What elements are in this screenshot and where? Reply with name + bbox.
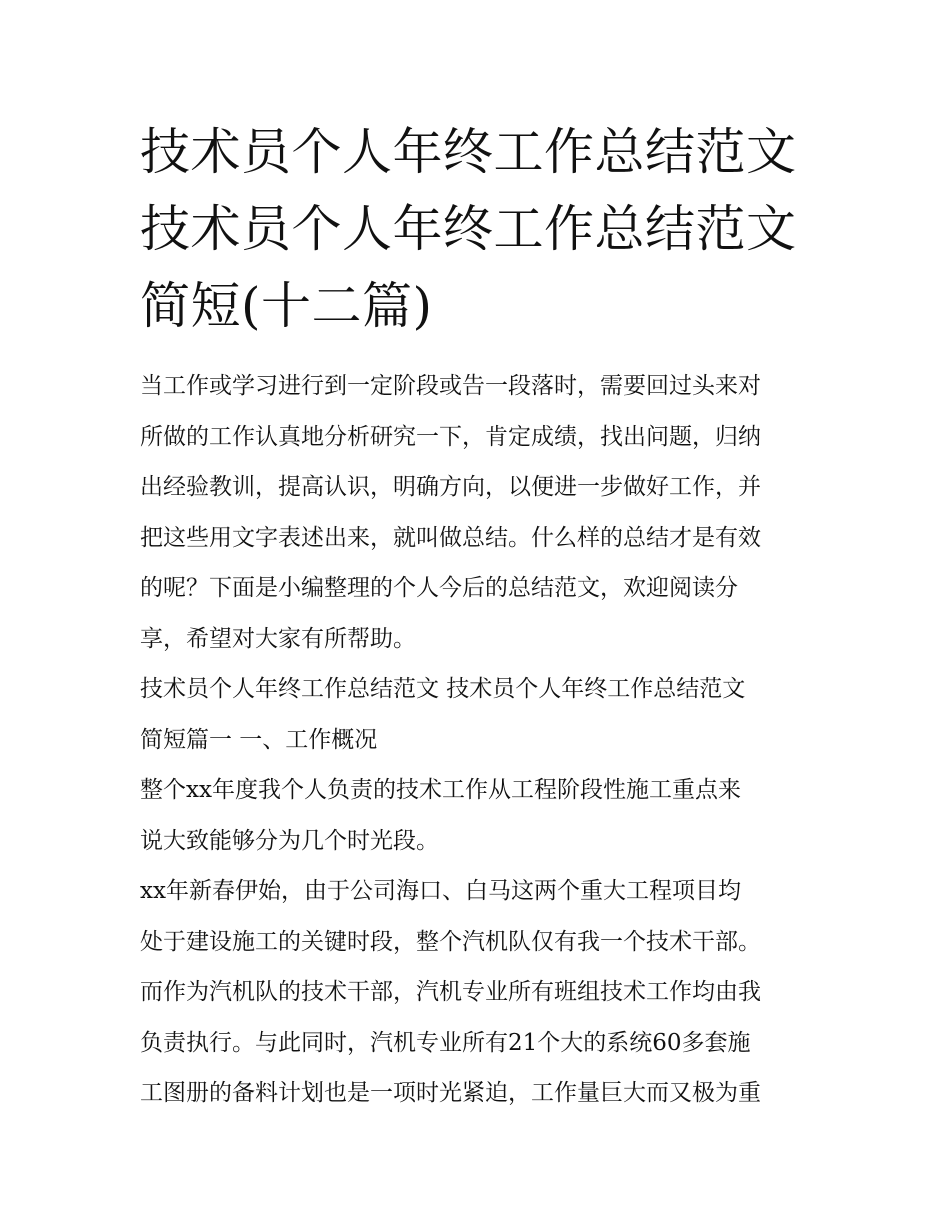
document-title — [140, 114, 816, 345]
section-heading-paragraph — [140, 664, 816, 765]
text-line: 出经验教训，提高认识，明确方向，以便进一步做好工作，并 — [140, 474, 761, 500]
title-line: 技术员个人年终工作总结范文 — [140, 123, 797, 181]
document-page — [140, 114, 816, 1119]
text-line: 而作为汽机队的技术干部，汽机专业所有班组技术工作均由我 — [140, 979, 761, 1005]
text-line: 负责执行。与此同时，汽机专业所有21个大的系统60多套施 — [140, 1029, 751, 1056]
text-line: 整个xx年度我个人负责的技术工作从工程阶段性施工重点来 — [140, 777, 741, 803]
text-line: 享，希望对大家有所帮助。 — [140, 625, 416, 652]
text-line: 处于建设施工的关键时段，整个汽机队仅有我一个技术干部。 — [140, 928, 761, 955]
text-line: 所做的工作认真地分析研究一下，肯定成绩，找出问题，归纳 — [140, 423, 761, 450]
intro-paragraph — [140, 361, 816, 664]
text-line: 的呢？下面是小编整理的个人今后的总结范文，欢迎阅读分 — [140, 575, 738, 601]
title-line: 简短(十二篇) — [140, 277, 433, 335]
body-paragraph — [140, 866, 816, 1119]
text-line: 当工作或学习进行到一定阶段或告一段落时，需要回过头来对 — [140, 373, 761, 399]
body-paragraph — [140, 765, 816, 866]
text-line: 技术员个人年终工作总结范文 技术员个人年终工作总结范文 — [140, 676, 746, 702]
text-line: xx年新春伊始，由于公司海口、白马这两个重大工程项目均 — [140, 878, 741, 904]
text-line: 把这些用文字表述出来，就叫做总结。什么样的总结才是有效 — [140, 524, 761, 551]
text-line: 工图册的备料计划也是一项时光紧迫，工作量巨大而又极为重 — [140, 1080, 761, 1106]
title-line: 技术员个人年终工作总结范文 — [140, 200, 797, 258]
text-line: 说大致能够分为几个时光段。 — [140, 827, 439, 854]
text-line: 简短篇一 一、工作概况 — [140, 726, 378, 753]
